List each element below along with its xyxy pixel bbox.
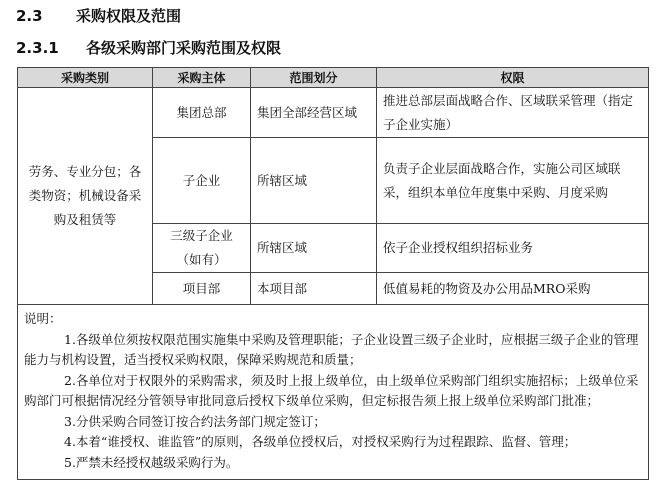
subject-cell: 子企业 <box>153 138 251 224</box>
note-item: 2.各单位对于权限外的采购需求，须及时上报上级单位，由上级单位采购部门组织实施招标；上级单位采购部门可根据情况经分管领导审批同意后授权下级单位采购，但定标报告须上报上级单位采购部门批准； <box>24 372 639 408</box>
scope-cell: 集团全部经营区域 <box>251 88 377 138</box>
note-item: 4.本着“谁授权、谁监管”的原则，各级单位授权后，对授权采购行为过程跟踪、监督、管理； <box>64 434 577 449</box>
scope-cell: 所辖区域 <box>251 224 377 273</box>
authority-cell: 低值易耗的物资及办公用品MRO采购 <box>377 273 649 305</box>
scope-cell: 所辖区域 <box>251 138 377 224</box>
subsection-title: 各级采购部门采购范围及权限 <box>86 39 282 57</box>
authority-cell: 负责子企业层面战略合作，实施公司区域联采，组织本单位年度集中采购、月度采购 <box>377 138 649 224</box>
authority-cell: 推进总部层面战略合作、区域联采管理（指定子企业实施） <box>377 88 649 138</box>
header-subject: 采购主体 <box>153 68 251 88</box>
section-title: 采购权限及范围 <box>76 7 182 25</box>
scope-cell: 本项目部 <box>251 273 377 305</box>
subsection-number: 2.3.1 <box>16 39 59 57</box>
header-scope: 范围划分 <box>251 68 377 88</box>
table-header-row <box>18 68 649 88</box>
section-number: 2.3 <box>16 7 43 25</box>
table-row <box>18 88 649 138</box>
notes-cell <box>18 305 649 480</box>
authority-cell: 依子企业授权组织招标业务 <box>377 224 649 273</box>
category-cell: 劳务、专业分包；各类物资；机械设备采购及租赁等 <box>18 88 153 305</box>
subject-cell: 集团总部 <box>153 88 251 138</box>
procurement-authority-table <box>17 67 649 480</box>
subject-cell: 三级子企业（如有） <box>153 224 251 273</box>
subsection-heading <box>16 37 281 58</box>
note-item: 5.严禁未经授权越级采购行为。 <box>64 454 239 470</box>
section-heading <box>16 5 181 26</box>
notes-title: 说明： <box>24 311 62 326</box>
note-item: 3.分供采购合同签订按合约法务部门规定签订； <box>64 413 326 429</box>
header-category: 采购类别 <box>18 68 153 88</box>
subject-cell: 项目部 <box>153 273 251 305</box>
notes-row <box>18 305 649 480</box>
note-item: 1.各级单位须按权限范围实施集中采购及管理职能；子企业设置三级子企业时，应根据三级子企业的管理能力与机构设置，适当授权采购权限，保障采购规范和质量； <box>24 331 639 367</box>
header-authority: 权限 <box>377 68 649 88</box>
